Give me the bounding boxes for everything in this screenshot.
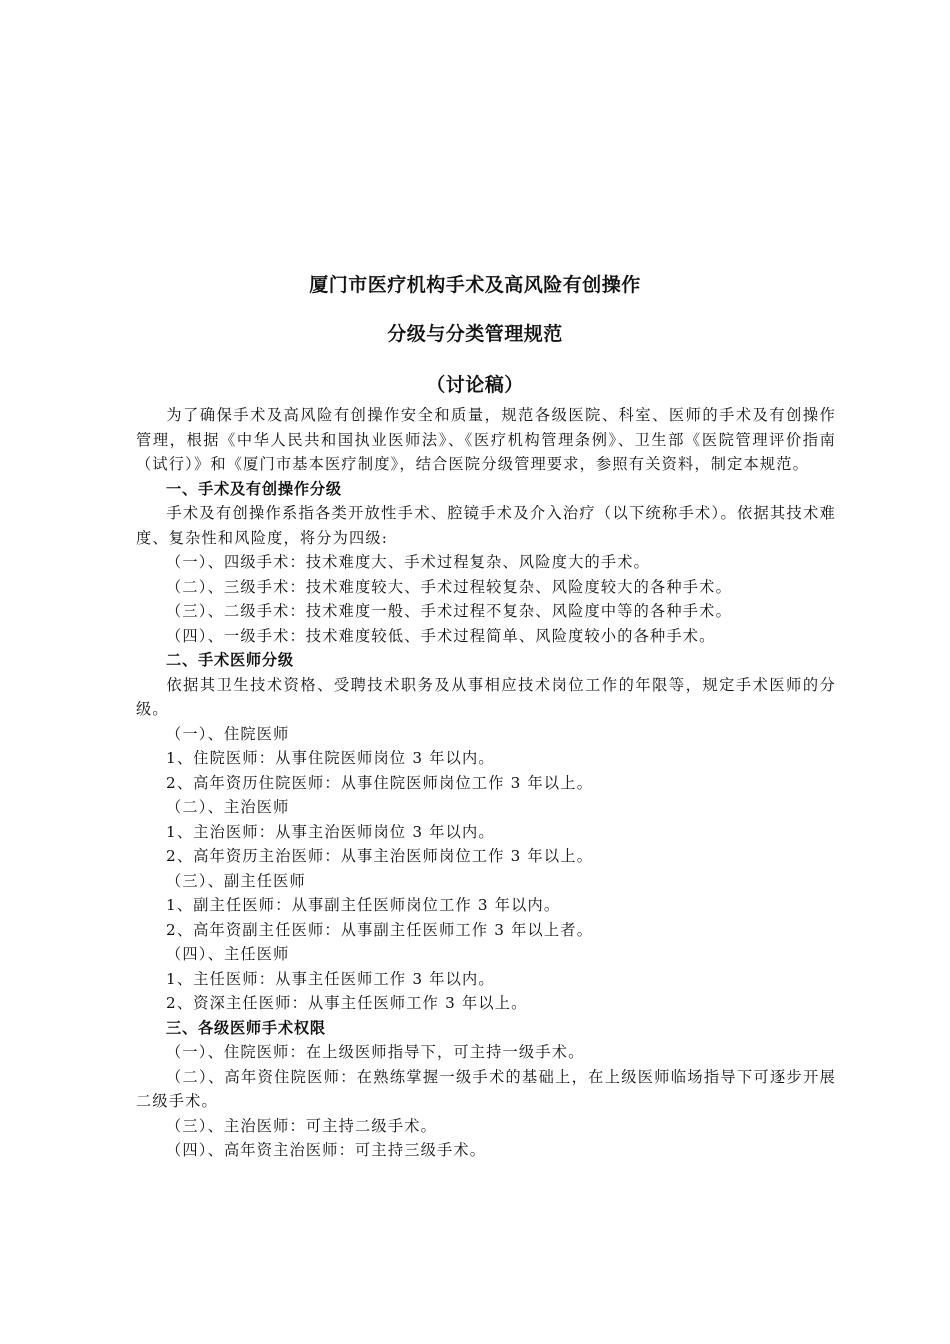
document-title-line-2: 分级与分类管理规范 (387, 323, 563, 345)
section-3-item: （四）、高年资主治医师：可主持三级手术。 (166, 1141, 487, 1159)
section-3-item: （一）、住院医师：在上级医师指导下，可主持一级手术。 (166, 1043, 585, 1061)
section-3-heading: 三、各级医师手术权限 (166, 1018, 326, 1037)
section-1-item: （四）、一级手术：技术难度较低、手术过程简单、风险度较小的各种手术。 (166, 626, 716, 645)
section-2-line: 2、高年资历住院医师：从事住院医师岗位工作 3 年以上。 (166, 773, 594, 792)
section-2-line: 1、主任医师：从事主任医师工作 3 年以内。 (166, 969, 495, 988)
section-1-heading: 一、手术及有创操作分级 (166, 479, 342, 498)
section-2-line: 1、主治医师：从事主治医师岗位 3 年以内。 (166, 822, 495, 841)
section-1-item: （三）、二级手术：技术难度一般、手术过程不复杂、风险度中等的各种手术。 (166, 602, 732, 620)
section-2-line: （三）、副主任医师 (166, 871, 306, 890)
document-title-draft-note: （讨论稿） (426, 374, 524, 396)
section-3-item: （三）、主治医师：可主持二级手术。 (166, 1116, 437, 1135)
section-2-line: （四）、主任医师 (166, 945, 290, 963)
section-2-line: 1、住院医师：从事住院医师岗位 3 年以内。 (166, 749, 495, 767)
document-title-line-1: 厦门市医疗机构手术及高风险有创操作 (309, 274, 641, 296)
document-body (136, 403, 836, 1163)
section-2-line: 2、高年资历主治医师：从事主治医师岗位工作 3 年以上。 (166, 847, 594, 865)
section-2-line: （一）、住院医师 (166, 724, 290, 743)
section-2-paragraph: 依据其卫生技术资格、受聘技术职务及从事相应技术岗位工作的年限等，规定手术医师的分级。 (136, 675, 836, 718)
section-2-line: 2、资深主任医师：从事主任医师工作 3 年以上。 (166, 994, 528, 1012)
section-2-line: 1、副主任医师：从事副主任医师岗位工作 3 年以内。 (166, 896, 561, 914)
section-2-heading: 二、手术医师分级 (166, 651, 294, 669)
section-1-item: （二）、三级手术：技术难度较大、手术过程较复杂、风险度较大的各种手术。 (166, 577, 732, 596)
section-1-item: （一）、四级手术：技术难度大、手术过程复杂、风险度大的手术。 (166, 553, 651, 571)
section-1-paragraph: 手术及有创操作系指各类开放性手术、腔镜手术及介入治疗（以下统称手术）。依据其技术难度、复杂性和风险度，将分为四级: (136, 504, 836, 547)
section-2-line: 2、高年资副主任医师：从事副主任医师工作 3 年以上者。 (166, 920, 594, 939)
section-2-line: （二）、主治医师 (166, 798, 290, 816)
intro-paragraph: 为了确保手术及高风险有创操作安全和质量，规范各级医院、科室、医师的手术及有创操作管理，根据《中华人民共和国执业医师法》、《医疗机构管理条例》、卫生部《医院管理评价指南（试行）》和《厦门市基本医疗制度》，结合医院分级管理要求，参照有关资料，制定本规范。 (136, 406, 836, 473)
section-3-item: （二）、高年资住院医师：在熟练掌握一级手术的基础上，在上级医师临场指导下可逐步开展二级手术。 (136, 1067, 836, 1110)
